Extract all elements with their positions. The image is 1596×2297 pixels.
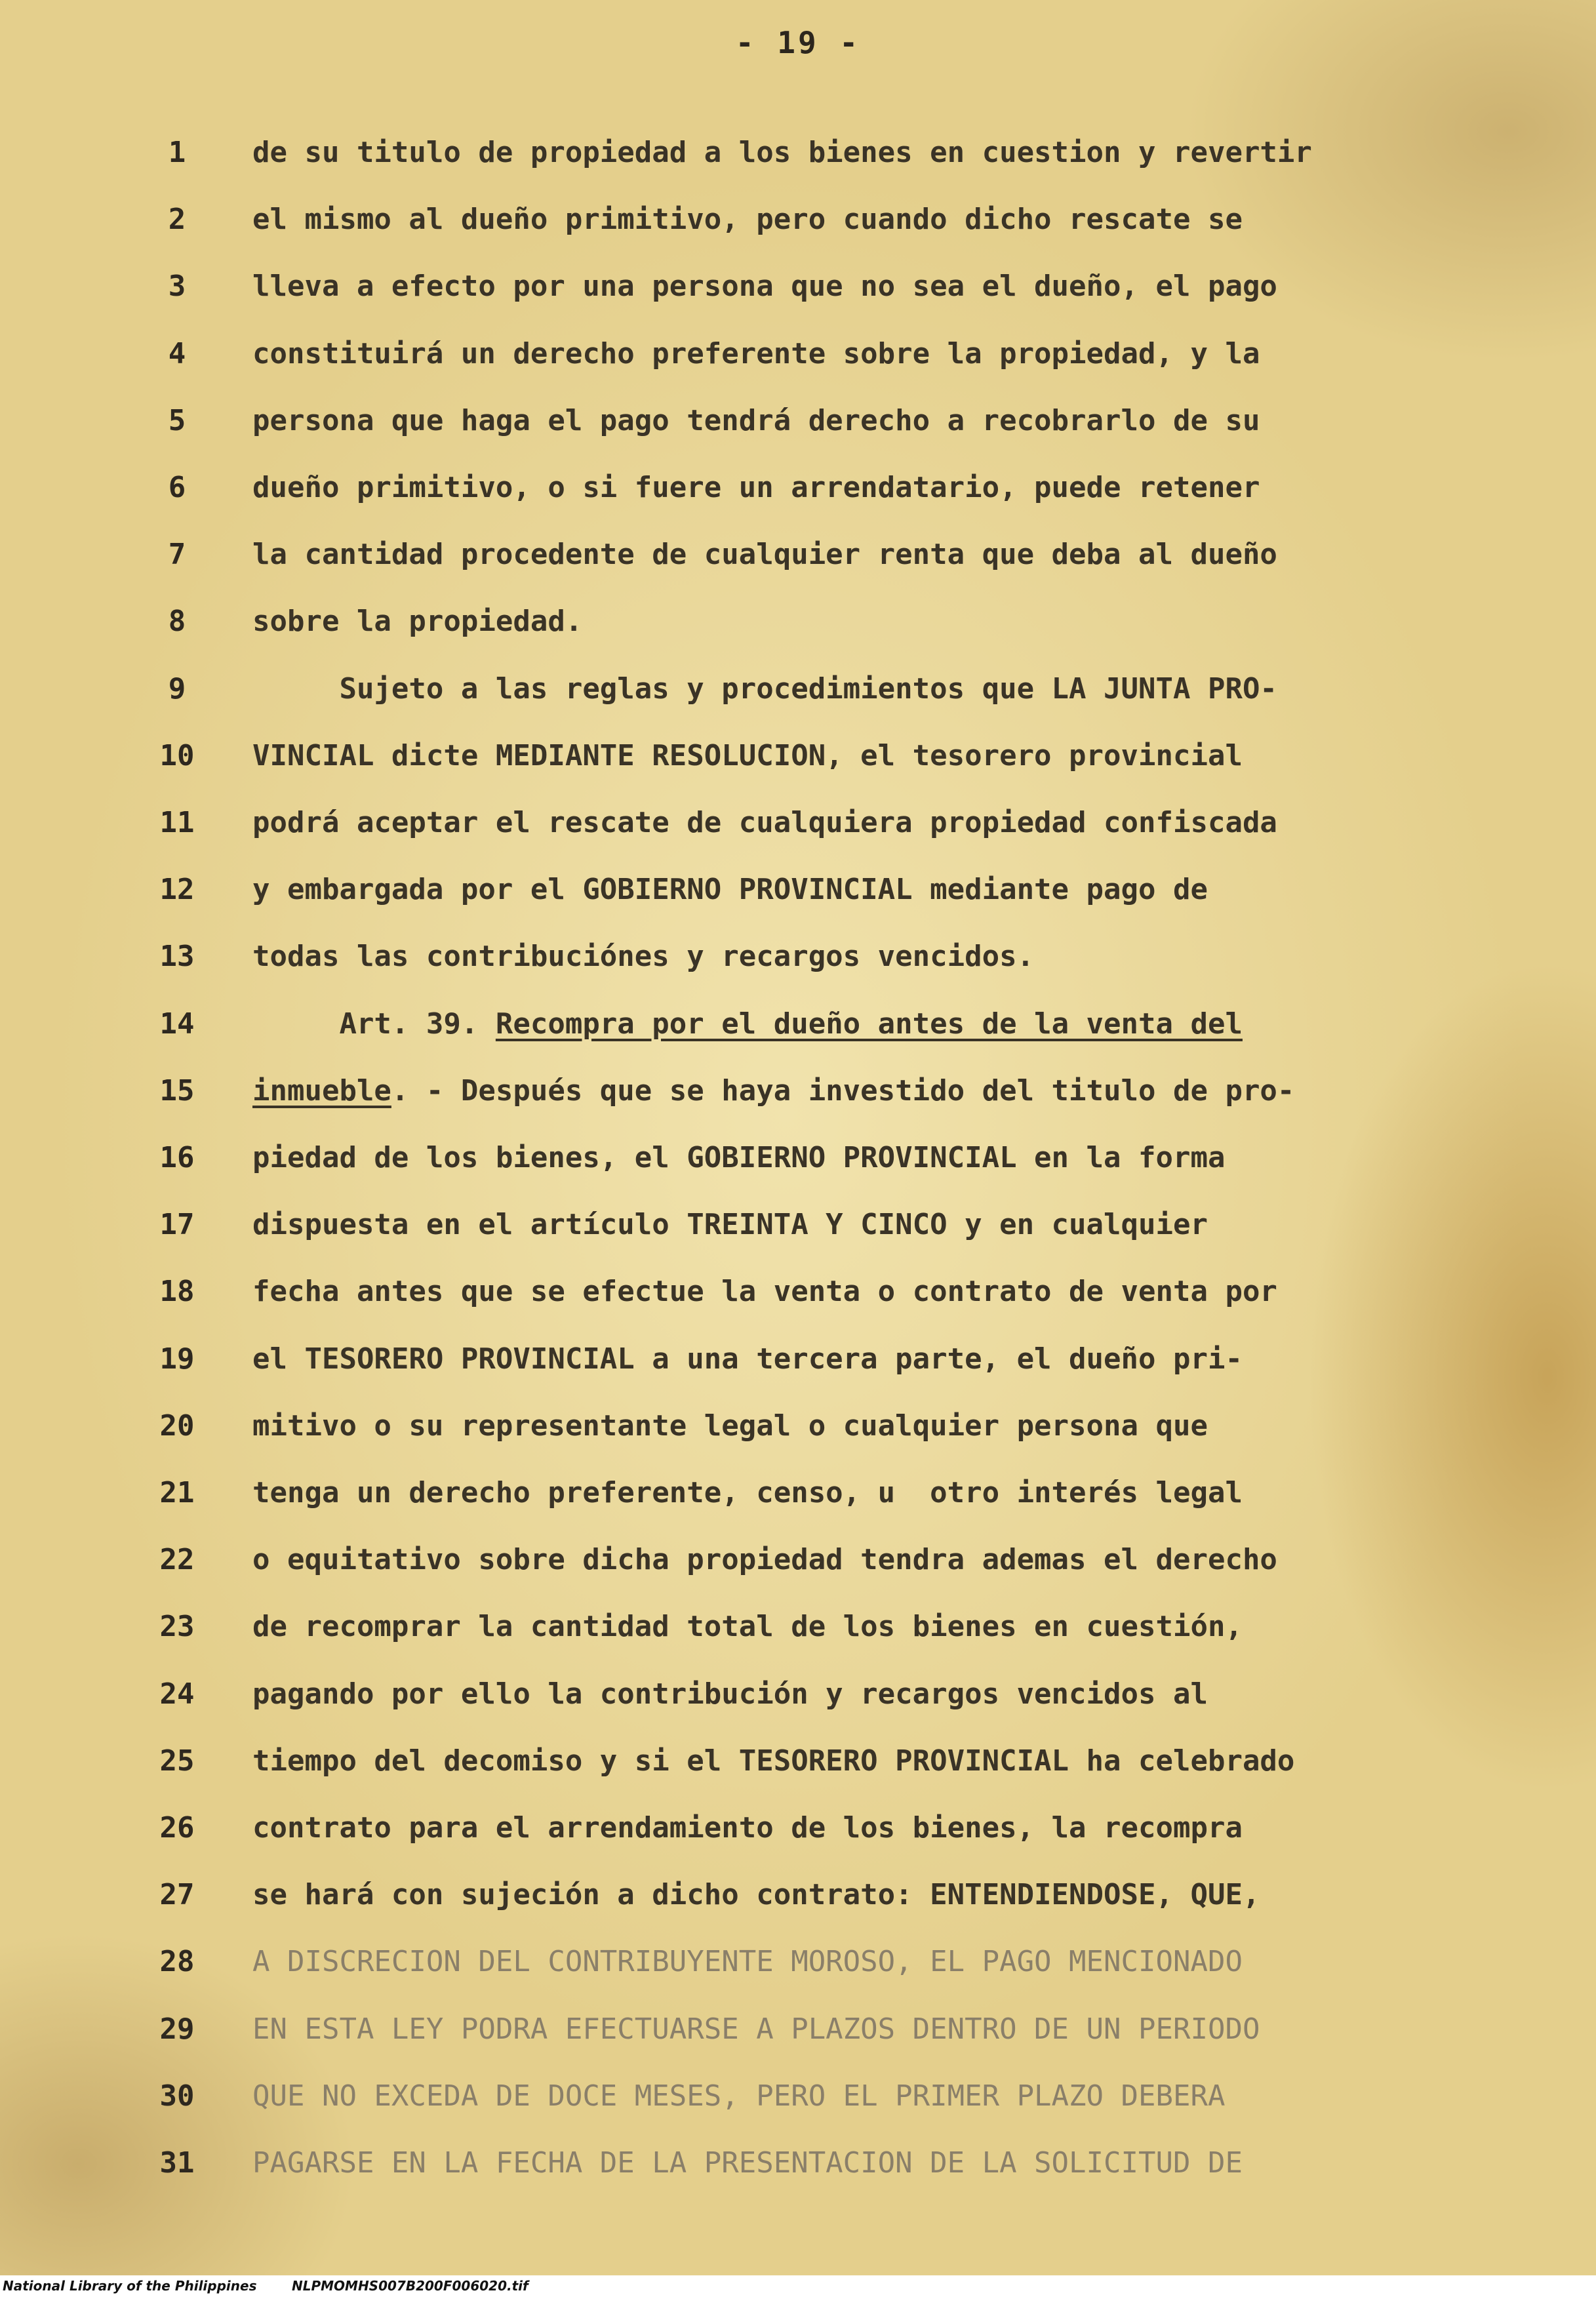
text-line [0, 130, 1596, 176]
line-text: dueño primitivo, o si fuere un arrendatario, puede retener [252, 471, 1260, 504]
text-line [0, 2073, 1596, 2119]
line-number: 28 [159, 1945, 195, 1979]
text-line [0, 1939, 1596, 1985]
line-number: 19 [159, 1342, 195, 1376]
line-text: o equitativo sobre dicha propiedad tendra ademas el derecho [252, 1543, 1277, 1577]
text-line [0, 465, 1596, 511]
line-text: lleva a efecto por una persona que no sea el dueño, el pago [252, 270, 1277, 304]
line-number: 17 [159, 1208, 195, 1242]
text-line [0, 1135, 1596, 1181]
line-number: 27 [159, 1878, 195, 1912]
footer-file-id: NLPMOMHS007B200F006020.tif [292, 2278, 529, 2294]
text-line [0, 666, 1596, 712]
line-text: podrá aceptar el rescate de cualquiera propiedad confiscada [252, 806, 1277, 839]
line-text: pagando por ello la contribución y recargos vencidos al [252, 1677, 1208, 1711]
footer-library-name: National Library of the Philippines [3, 2278, 257, 2294]
line-text: sobre la propiedad. [252, 605, 583, 639]
text-line [0, 331, 1596, 377]
line-text: y embargada por el GOBIERNO PROVINCIAL mediante pago de [252, 873, 1208, 907]
line-text: de su titulo de propiedad a los bienes en cuestion y revertir [252, 136, 1312, 169]
line-number: 13 [159, 940, 195, 974]
line-number: 9 [168, 671, 186, 706]
text-line [0, 800, 1596, 846]
line-text: mitivo o su representante legal o cualquier persona que [252, 1408, 1208, 1443]
line-number: 16 [159, 1141, 195, 1174]
line-text: tiempo del decomiso y si el TESORERO PROVINCIAL ha celebrado [252, 1744, 1295, 1778]
text-line [0, 532, 1596, 578]
line-number: 14 [159, 1007, 195, 1041]
line-number: 31 [159, 2146, 195, 2180]
line-text: el mismo al dueño primitivo, pero cuando dicho rescate se [252, 203, 1243, 237]
line-text: de recomprar la cantidad total de los bienes en cuestión, [252, 1610, 1243, 1644]
line-text: el TESORERO PROVINCIAL a una tercera parte, el dueño pri- [252, 1342, 1243, 1376]
underlined-heading: Recompra por el dueño antes de la venta del [495, 1007, 1243, 1041]
text-line [0, 1202, 1596, 1248]
line-number: 4 [168, 336, 186, 370]
line-number: 18 [159, 1275, 195, 1309]
line-text: QUE NO EXCEDA DE DOCE MESES, PERO EL PRIMER PLAZO DEBERA [252, 2079, 1226, 2113]
line-text: VINCIAL dicte MEDIANTE RESOLUCION, el tesorero provincial [252, 738, 1243, 772]
line-text-prefix: Art. 39. [252, 1007, 496, 1041]
line-number: 3 [168, 270, 186, 304]
text-line [0, 1805, 1596, 1851]
text-line [0, 1001, 1596, 1047]
text-line [0, 1738, 1596, 1784]
line-number: 10 [159, 738, 195, 772]
line-number: 6 [168, 471, 186, 504]
line-text: fecha antes que se efectue la venta o contrato de venta por [252, 1275, 1277, 1309]
scan-footer [0, 2275, 1596, 2297]
line-text: PAGARSE EN LA FECHA DE LA PRESENTACION DE LA SOLICITUD DE [252, 2146, 1243, 2180]
line-number: 29 [159, 2012, 195, 2046]
text-line [0, 934, 1596, 980]
text-line [0, 197, 1596, 243]
text-line [0, 2140, 1596, 2186]
line-number: 7 [168, 538, 186, 572]
line-number: 21 [159, 1476, 195, 1509]
line-number: 1 [168, 136, 186, 169]
line-text: A DISCRECION DEL CONTRIBUYENTE MOROSO, EL PAGO MENCIONADO [252, 1945, 1243, 1979]
text-line [0, 264, 1596, 310]
text-line [0, 1403, 1596, 1449]
text-line [0, 867, 1596, 913]
line-number: 2 [168, 203, 186, 237]
text-line [0, 1537, 1596, 1583]
text-line [0, 398, 1596, 444]
line-number: 5 [168, 403, 186, 437]
line-text: la cantidad procedente de cualquier renta que deba al dueño [252, 538, 1277, 572]
text-line [0, 1068, 1596, 1114]
text-line [0, 1872, 1596, 1918]
line-text [252, 1001, 1243, 1047]
line-number: 26 [159, 1811, 195, 1845]
text-line [0, 2007, 1596, 2052]
text-line [0, 733, 1596, 779]
line-text: persona que haga el pago tendrá derecho a recobrarlo de su [252, 403, 1260, 437]
line-number: 23 [159, 1610, 195, 1644]
line-number: 30 [159, 2079, 195, 2113]
line-number: 15 [159, 1073, 195, 1108]
line-text: contrato para el arrendamiento de los bienes, la recompra [252, 1811, 1243, 1845]
line-text: piedad de los bienes, el GOBIERNO PROVINCIAL en la forma [252, 1141, 1226, 1174]
line-text: se hará con sujeción a dicho contrato: ENTENDIENDOSE, QUE, [252, 1878, 1260, 1912]
line-number: 20 [159, 1408, 195, 1443]
line-text: todas las contribuciónes y recargos vencidos. [252, 940, 1035, 974]
line-text: dispuesta en el artículo TREINTA Y CINCO y en cualquier [252, 1208, 1208, 1242]
line-number: 12 [159, 873, 195, 907]
line-text: EN ESTA LEY PODRA EFECTUARSE A PLAZOS DENTRO DE UN PERIODO [252, 2012, 1260, 2046]
underlined-heading: inmueble [252, 1073, 391, 1108]
line-number: 24 [159, 1677, 195, 1711]
line-text: Sujeto a las reglas y procedimientos que LA JUNTA PRO- [252, 671, 1277, 706]
text-line [0, 1269, 1596, 1315]
line-text: tenga un derecho preferente, censo, u otro interés legal [252, 1476, 1243, 1509]
line-text [252, 1068, 1294, 1114]
line-text-suffix: . - Después que se haya investido del titulo de pro- [391, 1073, 1295, 1108]
text-line [0, 1671, 1596, 1717]
line-number: 11 [159, 806, 195, 839]
line-text: constituirá un derecho preferente sobre la propiedad, y la [252, 336, 1260, 370]
line-number: 8 [168, 605, 186, 639]
text-line [0, 1336, 1596, 1382]
text-line [0, 1470, 1596, 1516]
line-number: 22 [159, 1543, 195, 1577]
text-line [0, 1604, 1596, 1650]
line-number: 25 [159, 1744, 195, 1778]
page-number: - 19 - [735, 25, 861, 60]
text-line [0, 599, 1596, 645]
